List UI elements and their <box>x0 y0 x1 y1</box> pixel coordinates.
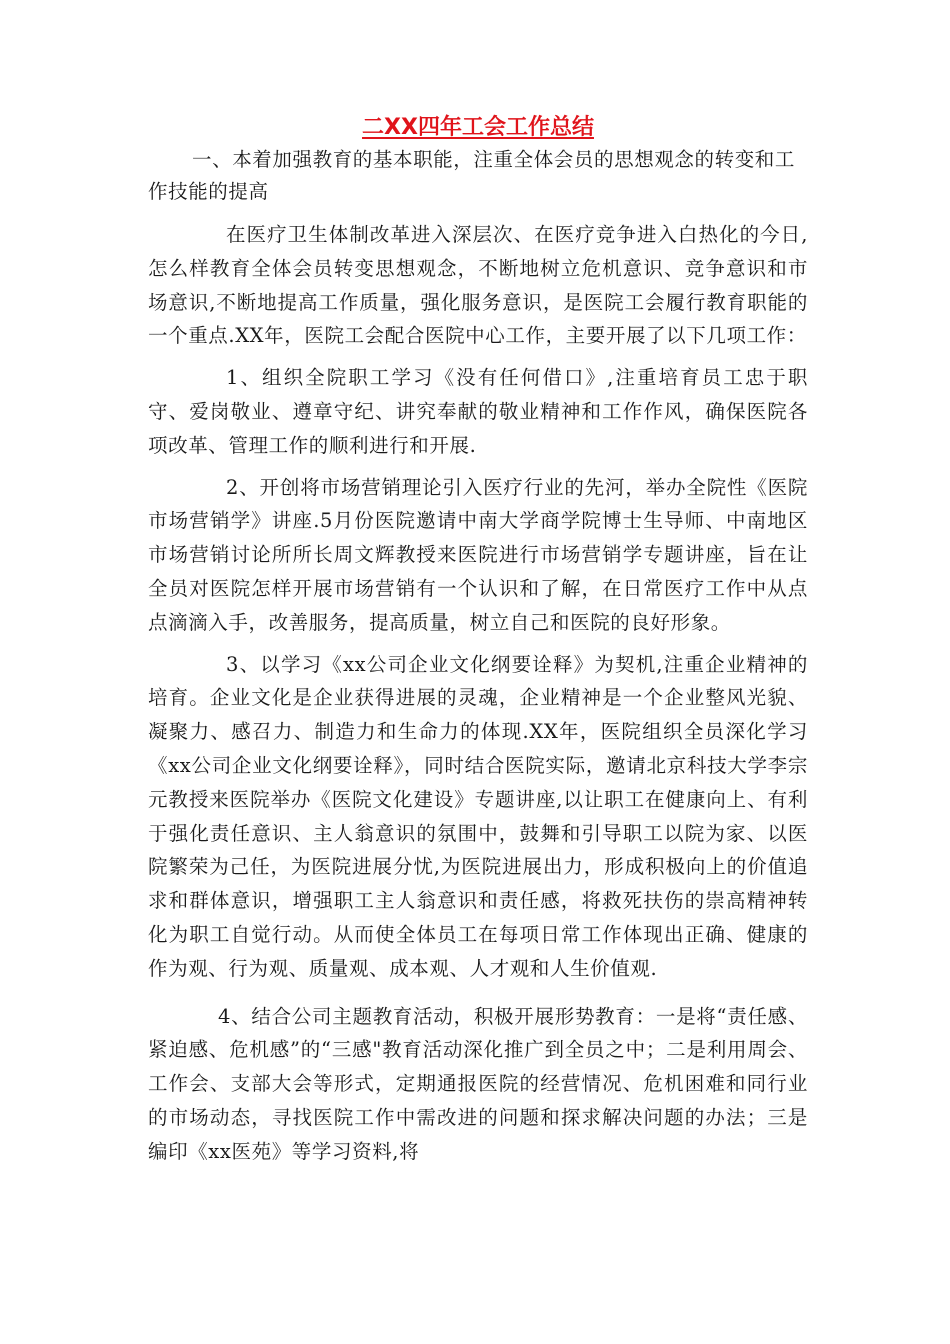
paragraph-item-4: 4、结合公司主题教育活动，积极开展形势教育：一是将“责任感、紧迫感、危机感”的“三感"教育活动深化推广到全员之中；二是利用周会、工作会、支部大会等形式，定期通报医院的经营情况、危机困难和同行业的市场动态，寻找医院工作中需改进的问题和探求解决问题的办法；三是编印《xx医苑》等学习资料,将 <box>148 1004 808 1163</box>
paragraph-item-3: 3、以学习《xx公司企业文化纲要诠释》为契机,注重企业精神的培育。企业文化是企业获得进展的灵魂，企业精神是一个企业整风光貌、凝聚力、感召力、制造力和生命力的体现.XX年，医院组织全员深化学习《xx公司企业文化纲要诠释》，同时结合医院实际，邀请北京科技大学李宗元教授来医院举办《医院文化建设》专题讲座,以让职工在健康向上、有利于强化责任意识、主人翁意识的氛围中，鼓舞和引导职工以院为家、以医院繁荣为己任，为医院进展分忧,为医院进展出力，形成积极向上的价值追求和群体意识，增强职工主人翁意识和责任感，将救死扶伤的崇高精神转化为职工自觉行动。从而使全体员工在每项日常工作体现出正确、健康的作为观、行为观、质量观、成本观、人才观和人生价值观. <box>148 652 808 980</box>
paragraph-intro: 在医疗卫生体制改革进入深层次、在医疗竞争进入白热化的今日,怎么样教育全体会员转变思想观念，不断地树立危机意识、竞争意识和市场意识,不断地提高工作质量，强化服务意识，是医院工会履行教育职能的一个重点.XX年，医院工会配合医院中心工作，主要开展了以下几项工作： <box>148 223 808 348</box>
paragraph-item-2: 2、开创将市场营销理论引入医疗行业的先河，举办全院性《医院市场营销学》讲座.5月份医院邀请中南大学商学院博士生导师、中南地区市场营销讨论所所长周文辉教授来医院进行市场营销学专题讲座，旨在让全员对医院怎样开展市场营销有一个认识和了解，在日常医疗工作中从点点滴滴入手，改善服务，提高质量，树立自己和医院的良好形象。 <box>148 475 808 634</box>
section-heading: 一、本着加强教育的基本职能，注重全体会员的思想观念的转变和工作技能的提高 <box>148 148 796 203</box>
document-title: 二XX四年工会工作总结 <box>362 115 594 140</box>
paragraph-item-1: 1、组织全院职工学习《没有任何借口》,注重培育员工忠于职守、爱岗敬业、遵章守纪、讲究奉献的敬业精神和工作作风，确保医院各项改革、管理工作的顺利进行和开展. <box>148 366 808 457</box>
document-page <box>148 112 808 1177</box>
